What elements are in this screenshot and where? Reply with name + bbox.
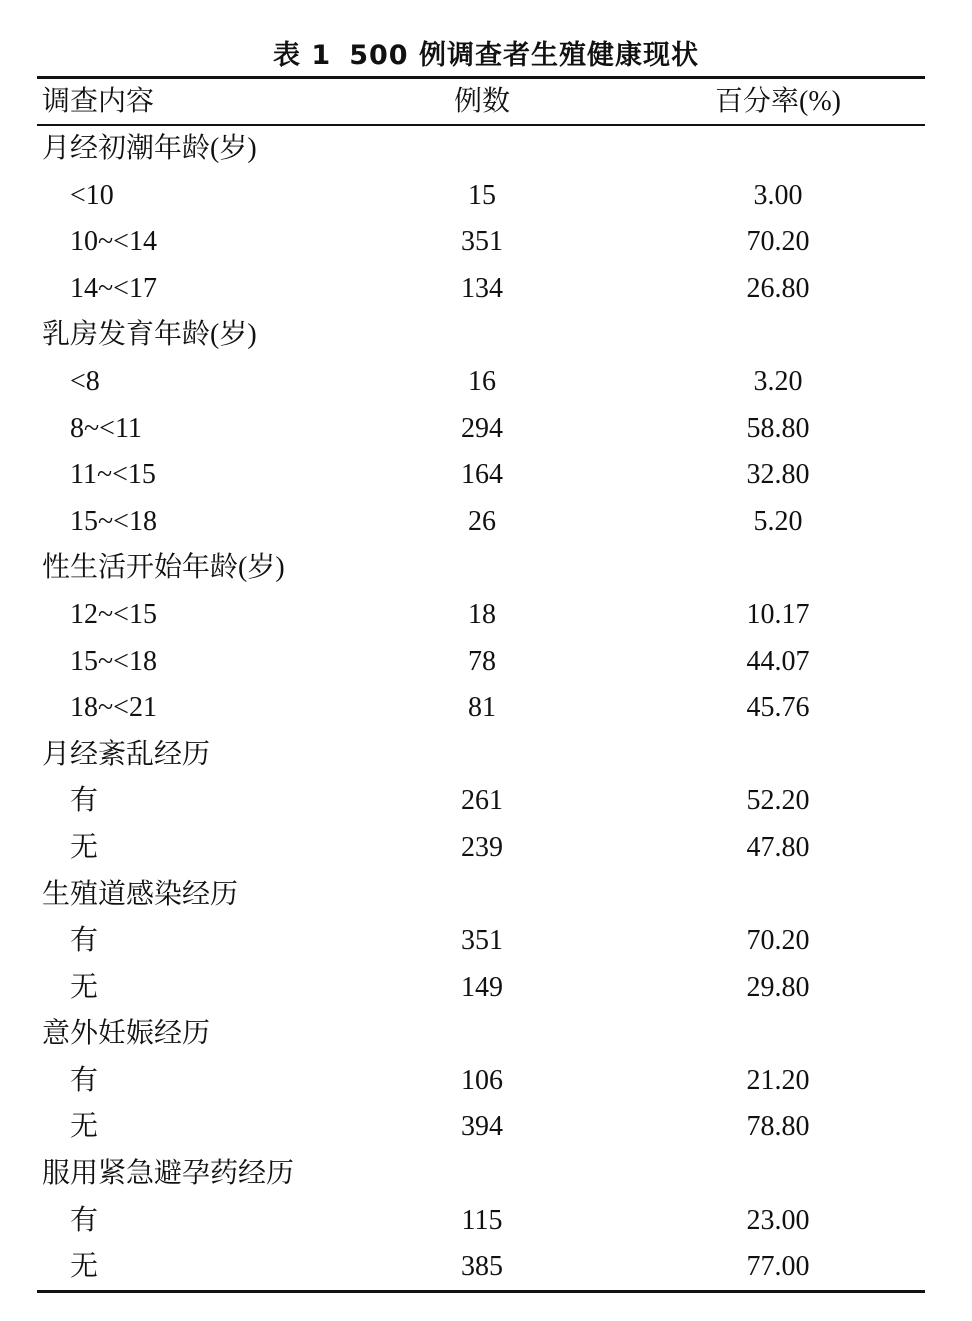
header-percent: 百分率(%)	[715, 86, 841, 117]
row-percent: 23.00	[746, 1204, 810, 1236]
table-header	[0, 80, 972, 124]
table-title	[0, 36, 972, 76]
table-caption: 500 例调查者生殖健康现状	[349, 40, 699, 71]
row-count: 239	[461, 831, 503, 863]
row-label: 无	[70, 971, 99, 1003]
row-percent: 78.80	[746, 1111, 810, 1143]
category-row	[0, 732, 972, 779]
table-row	[0, 359, 972, 406]
category-row	[0, 872, 972, 919]
row-label: 生殖道感染经历	[42, 878, 239, 910]
row-percent: 26.80	[746, 272, 810, 304]
row-count: 26	[468, 505, 496, 537]
row-count: 261	[461, 785, 503, 817]
header-content: 调查内容	[42, 86, 155, 117]
row-percent: 10.17	[746, 598, 810, 630]
row-count: 15	[468, 179, 496, 211]
row-label: 意外妊娠经历	[42, 1018, 211, 1050]
table-number: 表 1	[273, 40, 332, 71]
row-count: 149	[461, 971, 503, 1003]
table-row	[0, 1058, 972, 1105]
row-percent: 47.80	[746, 831, 810, 863]
table-row	[0, 173, 972, 220]
row-label: 无	[70, 1111, 99, 1143]
row-percent: 77.00	[746, 1251, 810, 1283]
table-row	[0, 1244, 972, 1291]
table-row	[0, 1104, 972, 1151]
row-label: 12~<15	[70, 598, 157, 630]
table-row	[0, 219, 972, 266]
table-row	[0, 685, 972, 732]
category-row	[0, 312, 972, 359]
bottom-rule	[37, 1290, 925, 1293]
row-label: 10~<14	[70, 226, 157, 258]
row-label: 有	[70, 1204, 99, 1236]
row-label: 服用紧急避孕药经历	[42, 1158, 295, 1190]
row-count: 16	[468, 365, 496, 397]
row-count: 385	[461, 1251, 503, 1283]
row-label: 11~<15	[70, 459, 156, 491]
table-row	[0, 825, 972, 872]
row-percent: 58.80	[746, 412, 810, 444]
row-count: 351	[461, 925, 503, 957]
row-label: 8~<11	[70, 412, 142, 444]
row-label: <10	[70, 179, 114, 211]
row-percent: 29.80	[746, 971, 810, 1003]
table-row	[0, 965, 972, 1012]
row-percent: 70.20	[746, 226, 810, 258]
row-percent: 45.76	[746, 692, 810, 724]
row-label: 15~<18	[70, 505, 157, 537]
table-row	[0, 406, 972, 453]
category-row	[0, 1151, 972, 1198]
row-count: 115	[461, 1204, 503, 1236]
table-row	[0, 266, 972, 313]
row-percent: 5.20	[753, 505, 803, 537]
table-row	[0, 1198, 972, 1245]
row-percent: 52.20	[746, 785, 810, 817]
row-count: 81	[468, 692, 496, 724]
row-label: 乳房发育年龄(岁)	[42, 319, 257, 351]
top-rule	[37, 76, 925, 79]
table-row	[0, 639, 972, 686]
header-count: 例数	[453, 86, 510, 117]
row-percent: 21.20	[746, 1064, 810, 1096]
row-label: 月经初潮年龄(岁)	[42, 133, 257, 164]
table-row	[0, 918, 972, 965]
row-percent: 3.00	[753, 179, 803, 211]
row-count: 106	[461, 1064, 503, 1096]
category-row	[0, 126, 972, 173]
row-count: 394	[461, 1111, 503, 1143]
row-count: 351	[461, 226, 503, 258]
row-count: 18	[468, 598, 496, 630]
row-count: 78	[468, 645, 496, 677]
row-percent: 44.07	[746, 645, 810, 677]
row-percent: 70.20	[746, 925, 810, 957]
table-body	[0, 126, 972, 1291]
row-label: 有	[70, 925, 99, 957]
table-row	[0, 778, 972, 825]
row-label: 18~<21	[70, 692, 157, 724]
row-label: 月经紊乱经历	[42, 738, 211, 770]
row-label: 有	[70, 785, 99, 817]
row-label: 无	[70, 1251, 99, 1283]
table-row	[0, 452, 972, 499]
row-label: 有	[70, 1064, 99, 1096]
row-count: 134	[461, 272, 503, 304]
row-count: 164	[461, 459, 503, 491]
row-label: 14~<17	[70, 272, 157, 304]
table-row	[0, 592, 972, 639]
row-label: 无	[70, 831, 99, 863]
category-row	[0, 545, 972, 592]
row-count: 294	[461, 412, 503, 444]
row-label: 性生活开始年龄(岁)	[42, 552, 285, 584]
category-row	[0, 1011, 972, 1058]
row-label: <8	[70, 365, 100, 397]
row-percent: 3.20	[753, 365, 803, 397]
table-row	[0, 499, 972, 546]
row-label: 15~<18	[70, 645, 157, 677]
row-percent: 32.80	[746, 459, 810, 491]
